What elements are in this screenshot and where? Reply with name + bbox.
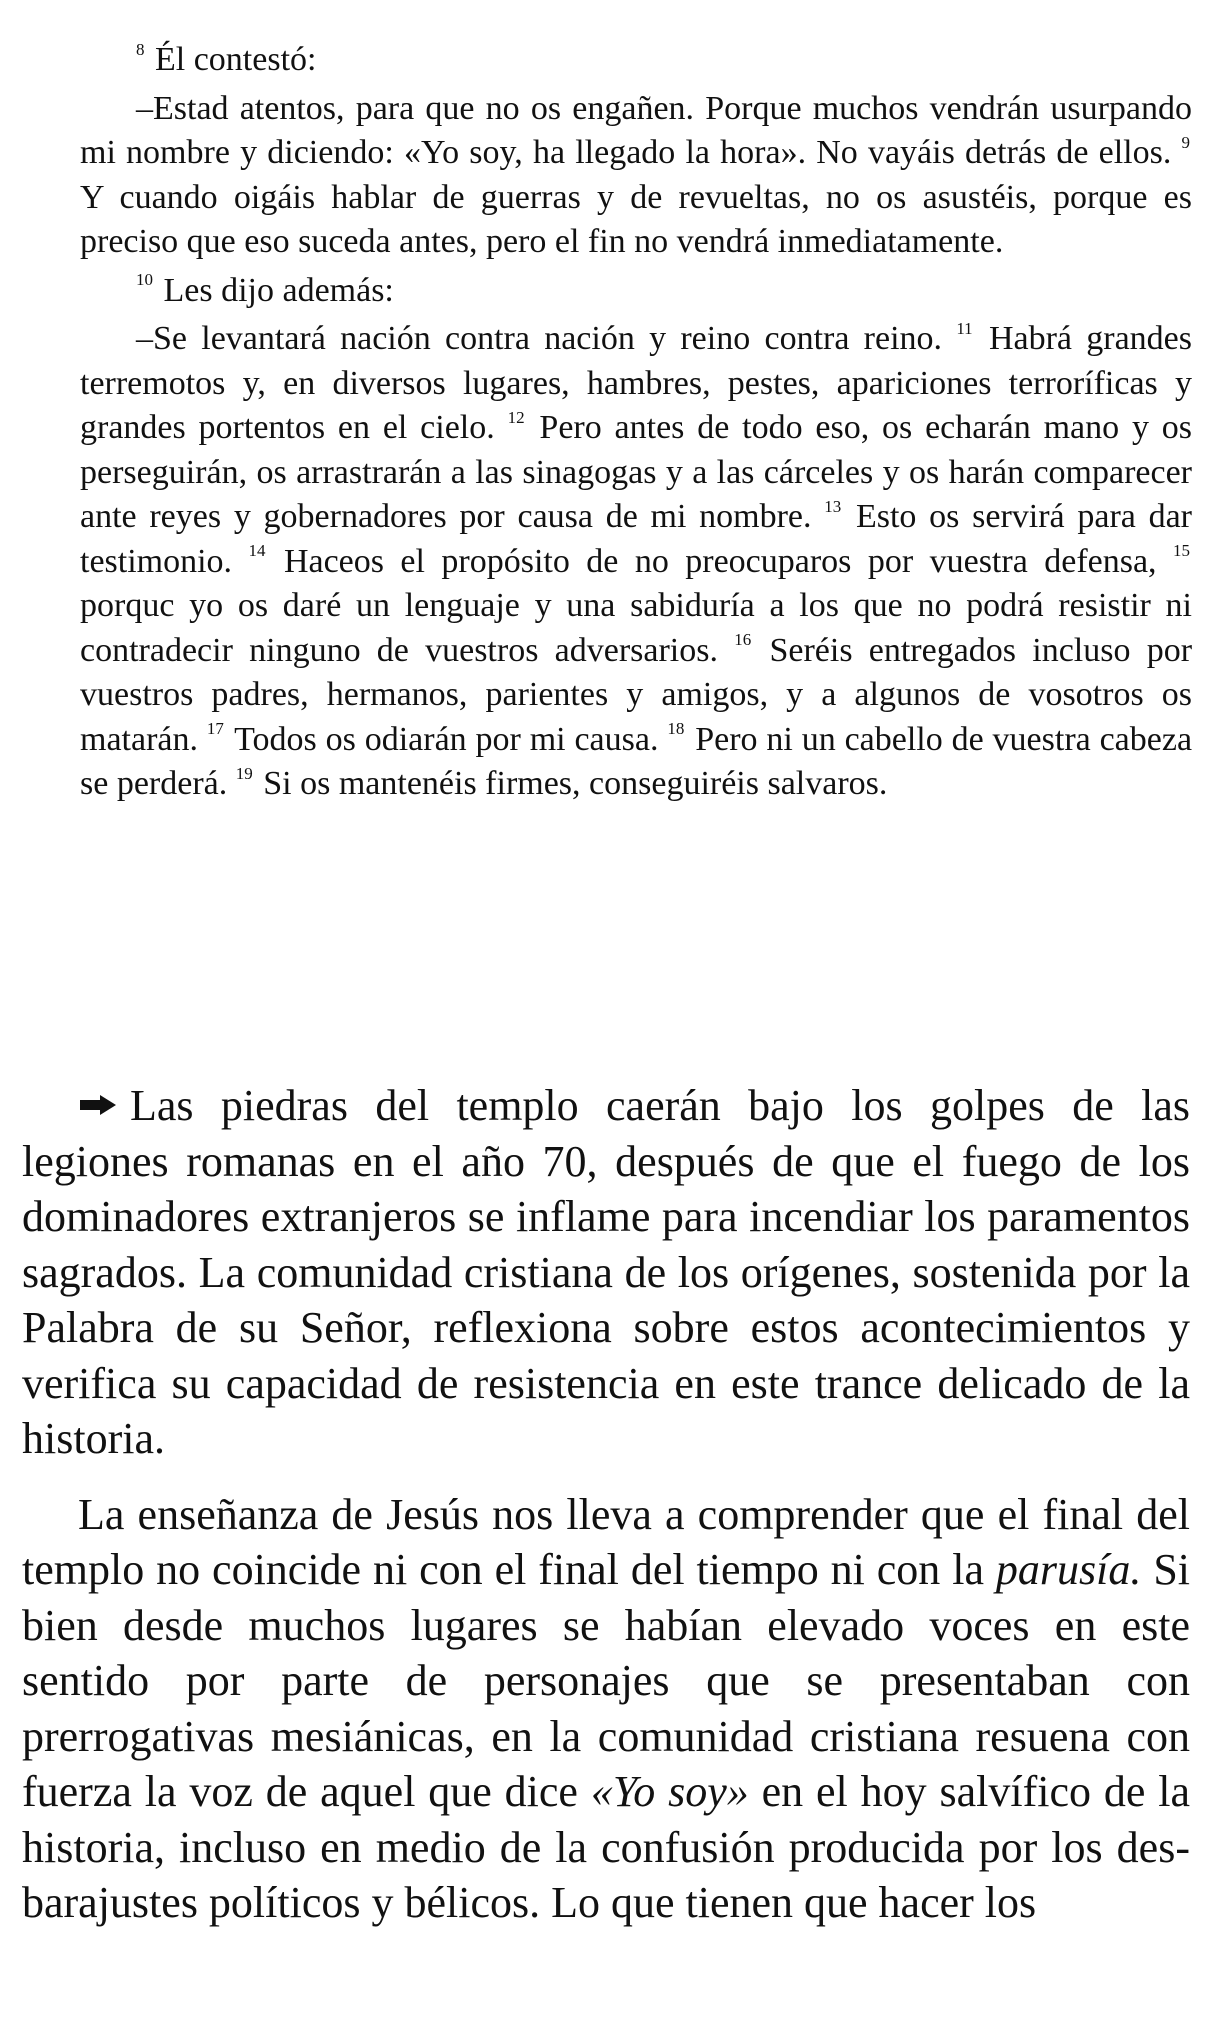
italic-term: parusía. xyxy=(995,1545,1142,1594)
verse-number: 11 xyxy=(956,318,973,338)
verse-8-intro xyxy=(80,38,1192,83)
verse-text: Pero ni un cabello de vuestra cabeza se perderá. xyxy=(80,720,1193,802)
paragraph-text: Si bien desde muchos lugares se habían elevado voces en este sentido por parte de personajes que se presentaban con prerrogativas mesiánicas, en la comunidad cristiana resuena con fuerza la voz de aquel que dice xyxy=(22,1545,1191,1816)
commentary-paragraph-2 xyxy=(22,1487,1190,1931)
verse-number: 15 xyxy=(1173,541,1190,561)
verse-text: Si os mantenéis firmes, conseguiréis salvaros. xyxy=(263,765,888,802)
verse-10-19-paragraph xyxy=(80,317,1192,807)
verse-number: 16 xyxy=(734,630,752,650)
commentary-paragraph-1 xyxy=(22,1078,1190,1467)
verse-text: Pero antes de todo eso, os echarán mano y os perseguirán, os arrastrarán a las sinagogas y a las cárceles y os harán comparecer ante reyes y gobernadores por causa de mi nombre. xyxy=(80,409,1193,535)
paragraph-text: Las piedras del templo caerán bajo los golpes de las legiones romanas en el año 70, después de que el fuego de los dominadores extranjeros se inflame para incendiar los paramentos sagrados. La comunidad cristiana de los orígenes, sostenida por la Palabra de su Señor, reflexiona sobre estos acontecimientos y verifica su capacidad de resistencia en este trance delicado de la historia. xyxy=(22,1081,1190,1463)
verse-number: 9 xyxy=(1181,132,1190,152)
verse-text: Esto os servirá para dar testimonio. xyxy=(80,498,1192,580)
right-arrow-icon xyxy=(78,1094,118,1116)
scripture-passage xyxy=(80,38,1192,807)
verse-text: Les dijo además: xyxy=(163,271,394,309)
italic-quote: «Yo soy» xyxy=(590,1767,749,1816)
verse-text: Habrá grandes terremotos y, en diversos lugares, hambres, pestes, apariciones terroríficas y grandes portentos en el cielo. xyxy=(80,320,1193,446)
verse-text: Y cuando oigáis hablar de guerras y de revueltas, no os asustéis, porque es preciso que eso suceda antes, pero el fin no vendrá inmediatamente. xyxy=(80,178,1192,260)
commentary-section xyxy=(22,1078,1190,1931)
verse-text: Él contestó: xyxy=(155,41,317,78)
verse-number: 14 xyxy=(248,541,266,561)
verse-text: porquc yo os daré un lenguaje y una sabiduría a los que no podrá resistir ni contradecir ninguno de vuestros adversarios. xyxy=(80,587,1192,669)
verse-number: 10 xyxy=(136,270,153,290)
verse-text: –Se levantará nación contra nación y reino contra reino. xyxy=(136,320,943,357)
verse-number: 18 xyxy=(667,719,685,739)
verse-text: Todos os odiarán por mi causa. xyxy=(234,720,659,758)
paragraph-text: en el hoy salvífico de la historia, incluso en medio de la confusión producida por los desbarajustes políticos y bélicos. Lo que tienen que hacer los xyxy=(22,1767,1190,1927)
verse-text: Seréis entregados incluso por vuestros padres, hermanos, parientes y amigos, y a algunos de vosotros os matarán. xyxy=(80,631,1193,758)
verse-10-intro xyxy=(80,269,1192,314)
verse-number: 12 xyxy=(507,407,525,427)
verse-8-9-paragraph xyxy=(80,87,1192,265)
verse-number: 8 xyxy=(136,39,145,59)
paragraph-text: La enseñanza de Jesús nos lleva a comprender que el final del templo no coincide ni con el final del tiempo ni con la xyxy=(22,1489,1190,1594)
verse-number: 13 xyxy=(824,496,842,516)
verse-number: 17 xyxy=(206,719,224,739)
verse-text: Haceos el propósito de no preocuparos por vuestra defensa, xyxy=(283,542,1157,580)
verse-text: –Estad atentos, para que no os engañen. Porque muchos vendrán usurpando mi nombre y diciendo: «Yo soy, ha llegado la hora». No vayáis detrás de ellos. xyxy=(80,89,1192,171)
verse-number: 19 xyxy=(235,763,253,783)
